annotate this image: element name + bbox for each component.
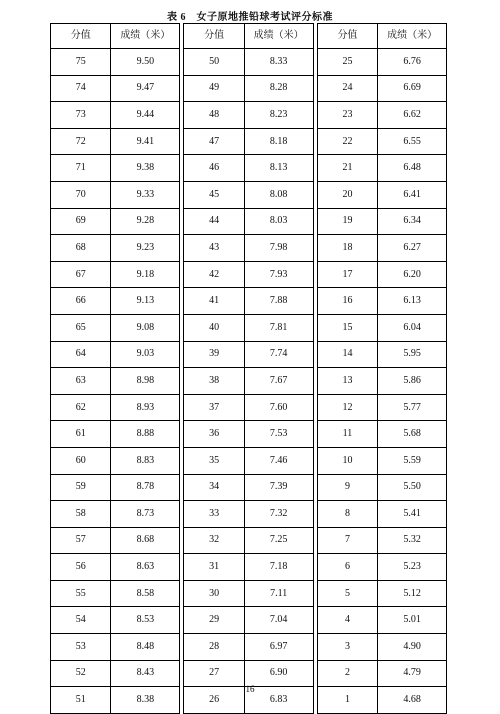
result-cell: 9.28: [111, 208, 180, 235]
score-cell: 2: [317, 660, 377, 687]
table-row: [51, 607, 447, 634]
score-cell: 27: [184, 660, 244, 687]
score-cell: 8: [317, 501, 377, 528]
table-row: [51, 447, 447, 474]
score-cell: 44: [184, 208, 244, 235]
result-cell: 6.76: [378, 49, 447, 76]
result-cell: 5.86: [378, 368, 447, 395]
result-cell: 8.78: [111, 474, 180, 501]
result-cell: 9.23: [111, 235, 180, 262]
result-cell: 5.50: [378, 474, 447, 501]
result-cell: 5.68: [378, 421, 447, 448]
header-score-1: 分值: [51, 24, 111, 49]
result-cell: 8.33: [244, 49, 313, 76]
score-cell: 25: [317, 49, 377, 76]
result-cell: 9.18: [111, 261, 180, 288]
score-cell: 39: [184, 341, 244, 368]
score-cell: 1: [317, 687, 377, 714]
result-cell: 7.88: [244, 288, 313, 315]
score-cell: 53: [51, 634, 111, 661]
result-cell: 8.53: [111, 607, 180, 634]
result-cell: 9.38: [111, 155, 180, 182]
table-row: [51, 314, 447, 341]
table-row: [51, 208, 447, 235]
table-header-row: [51, 24, 447, 49]
score-cell: 56: [51, 554, 111, 581]
result-cell: 6.69: [378, 75, 447, 102]
result-cell: 5.77: [378, 394, 447, 421]
result-cell: 4.79: [378, 660, 447, 687]
score-cell: 47: [184, 128, 244, 155]
scoring-table: [50, 23, 447, 714]
result-cell: 7.32: [244, 501, 313, 528]
score-cell: 60: [51, 447, 111, 474]
score-cell: 66: [51, 288, 111, 315]
result-cell: 5.41: [378, 501, 447, 528]
result-cell: 6.04: [378, 314, 447, 341]
result-cell: 7.25: [244, 527, 313, 554]
score-cell: 63: [51, 368, 111, 395]
result-cell: 4.68: [378, 687, 447, 714]
table-row: [51, 527, 447, 554]
score-cell: 64: [51, 341, 111, 368]
result-cell: 6.34: [378, 208, 447, 235]
score-cell: 28: [184, 634, 244, 661]
table-row: [51, 368, 447, 395]
score-cell: 55: [51, 580, 111, 607]
table-row: [51, 128, 447, 155]
score-cell: 32: [184, 527, 244, 554]
table-title: 表 6 女子原地推铅球考试评分标准: [167, 12, 333, 23]
result-cell: 9.33: [111, 181, 180, 208]
score-cell: 22: [317, 128, 377, 155]
result-cell: 6.13: [378, 288, 447, 315]
score-cell: 11: [317, 421, 377, 448]
table-row: [51, 288, 447, 315]
result-cell: 5.59: [378, 447, 447, 474]
score-cell: 71: [51, 155, 111, 182]
score-cell: 3: [317, 634, 377, 661]
result-cell: 9.47: [111, 75, 180, 102]
table-row: [51, 49, 447, 76]
result-cell: 7.60: [244, 394, 313, 421]
result-cell: 6.41: [378, 181, 447, 208]
score-cell: 35: [184, 447, 244, 474]
result-cell: 8.68: [111, 527, 180, 554]
result-cell: 9.08: [111, 314, 180, 341]
score-cell: 41: [184, 288, 244, 315]
result-cell: 8.03: [244, 208, 313, 235]
score-cell: 36: [184, 421, 244, 448]
score-cell: 58: [51, 501, 111, 528]
score-cell: 73: [51, 102, 111, 129]
result-cell: 9.44: [111, 102, 180, 129]
result-cell: 9.41: [111, 128, 180, 155]
result-cell: 8.23: [244, 102, 313, 129]
score-cell: 68: [51, 235, 111, 262]
result-cell: 8.43: [111, 660, 180, 687]
result-cell: 7.67: [244, 368, 313, 395]
result-cell: 8.73: [111, 501, 180, 528]
score-cell: 13: [317, 368, 377, 395]
score-cell: 20: [317, 181, 377, 208]
score-cell: 30: [184, 580, 244, 607]
table-row: [51, 554, 447, 581]
score-cell: 31: [184, 554, 244, 581]
score-cell: 48: [184, 102, 244, 129]
result-cell: 7.18: [244, 554, 313, 581]
table-body: [51, 49, 447, 714]
result-cell: 8.63: [111, 554, 180, 581]
result-cell: 4.90: [378, 634, 447, 661]
score-cell: 61: [51, 421, 111, 448]
result-cell: 5.95: [378, 341, 447, 368]
result-cell: 8.98: [111, 368, 180, 395]
result-cell: 6.20: [378, 261, 447, 288]
table-row: [51, 660, 447, 687]
header-result-1: 成绩（米）: [111, 24, 180, 49]
score-cell: 37: [184, 394, 244, 421]
score-cell: 21: [317, 155, 377, 182]
score-cell: 14: [317, 341, 377, 368]
score-cell: 5: [317, 580, 377, 607]
result-cell: 7.11: [244, 580, 313, 607]
result-cell: 7.04: [244, 607, 313, 634]
result-cell: 8.58: [111, 580, 180, 607]
score-cell: 49: [184, 75, 244, 102]
table-row: [51, 102, 447, 129]
score-cell: 46: [184, 155, 244, 182]
score-cell: 29: [184, 607, 244, 634]
score-cell: 54: [51, 607, 111, 634]
result-cell: 7.81: [244, 314, 313, 341]
result-cell: 5.32: [378, 527, 447, 554]
score-cell: 7: [317, 527, 377, 554]
score-cell: 9: [317, 474, 377, 501]
header-result-2: 成绩（米）: [244, 24, 313, 49]
result-cell: 7.46: [244, 447, 313, 474]
score-cell: 10: [317, 447, 377, 474]
score-cell: 12: [317, 394, 377, 421]
result-cell: 8.48: [111, 634, 180, 661]
score-cell: 6: [317, 554, 377, 581]
result-cell: 8.88: [111, 421, 180, 448]
score-cell: 65: [51, 314, 111, 341]
score-cell: 38: [184, 368, 244, 395]
result-cell: 8.93: [111, 394, 180, 421]
result-cell: 6.48: [378, 155, 447, 182]
result-cell: 6.83: [244, 687, 313, 714]
result-cell: 7.39: [244, 474, 313, 501]
header-score-2: 分值: [184, 24, 244, 49]
result-cell: 6.62: [378, 102, 447, 129]
score-cell: 62: [51, 394, 111, 421]
header-result-3: 成绩（米）: [378, 24, 447, 49]
score-cell: 70: [51, 181, 111, 208]
result-cell: 5.23: [378, 554, 447, 581]
score-cell: 72: [51, 128, 111, 155]
score-cell: 33: [184, 501, 244, 528]
result-cell: 7.98: [244, 235, 313, 262]
header-score-3: 分值: [317, 24, 377, 49]
table-row: [51, 341, 447, 368]
table-row: [51, 75, 447, 102]
table-row: [51, 634, 447, 661]
result-cell: 8.18: [244, 128, 313, 155]
result-cell: 7.93: [244, 261, 313, 288]
table-row: [51, 501, 447, 528]
result-cell: 6.90: [244, 660, 313, 687]
page-number: 16: [245, 684, 255, 694]
result-cell: 8.38: [111, 687, 180, 714]
result-cell: 6.27: [378, 235, 447, 262]
score-cell: 50: [184, 49, 244, 76]
score-cell: 18: [317, 235, 377, 262]
score-cell: 40: [184, 314, 244, 341]
score-cell: 51: [51, 687, 111, 714]
result-cell: 8.28: [244, 75, 313, 102]
result-cell: 7.53: [244, 421, 313, 448]
result-cell: 9.13: [111, 288, 180, 315]
result-cell: 9.03: [111, 341, 180, 368]
table-row: [51, 155, 447, 182]
table-row: [51, 181, 447, 208]
score-cell: 75: [51, 49, 111, 76]
table-row: [51, 394, 447, 421]
table-row: [51, 421, 447, 448]
score-cell: 59: [51, 474, 111, 501]
score-cell: 23: [317, 102, 377, 129]
score-cell: 17: [317, 261, 377, 288]
score-cell: 19: [317, 208, 377, 235]
score-cell: 52: [51, 660, 111, 687]
table-row: [51, 474, 447, 501]
score-cell: 74: [51, 75, 111, 102]
table-row: [51, 235, 447, 262]
score-cell: 67: [51, 261, 111, 288]
result-cell: 5.01: [378, 607, 447, 634]
score-cell: 57: [51, 527, 111, 554]
result-cell: 7.74: [244, 341, 313, 368]
result-cell: 8.13: [244, 155, 313, 182]
result-cell: 9.50: [111, 49, 180, 76]
result-cell: 6.97: [244, 634, 313, 661]
score-cell: 34: [184, 474, 244, 501]
score-cell: 15: [317, 314, 377, 341]
score-cell: 16: [317, 288, 377, 315]
result-cell: 8.08: [244, 181, 313, 208]
score-cell: 42: [184, 261, 244, 288]
result-cell: 8.83: [111, 447, 180, 474]
score-cell: 69: [51, 208, 111, 235]
score-cell: 45: [184, 181, 244, 208]
table-row: [51, 261, 447, 288]
score-cell: 43: [184, 235, 244, 262]
score-cell: 4: [317, 607, 377, 634]
score-cell: 26: [184, 687, 244, 714]
result-cell: 5.12: [378, 580, 447, 607]
table-row: [51, 580, 447, 607]
result-cell: 6.55: [378, 128, 447, 155]
score-cell: 24: [317, 75, 377, 102]
